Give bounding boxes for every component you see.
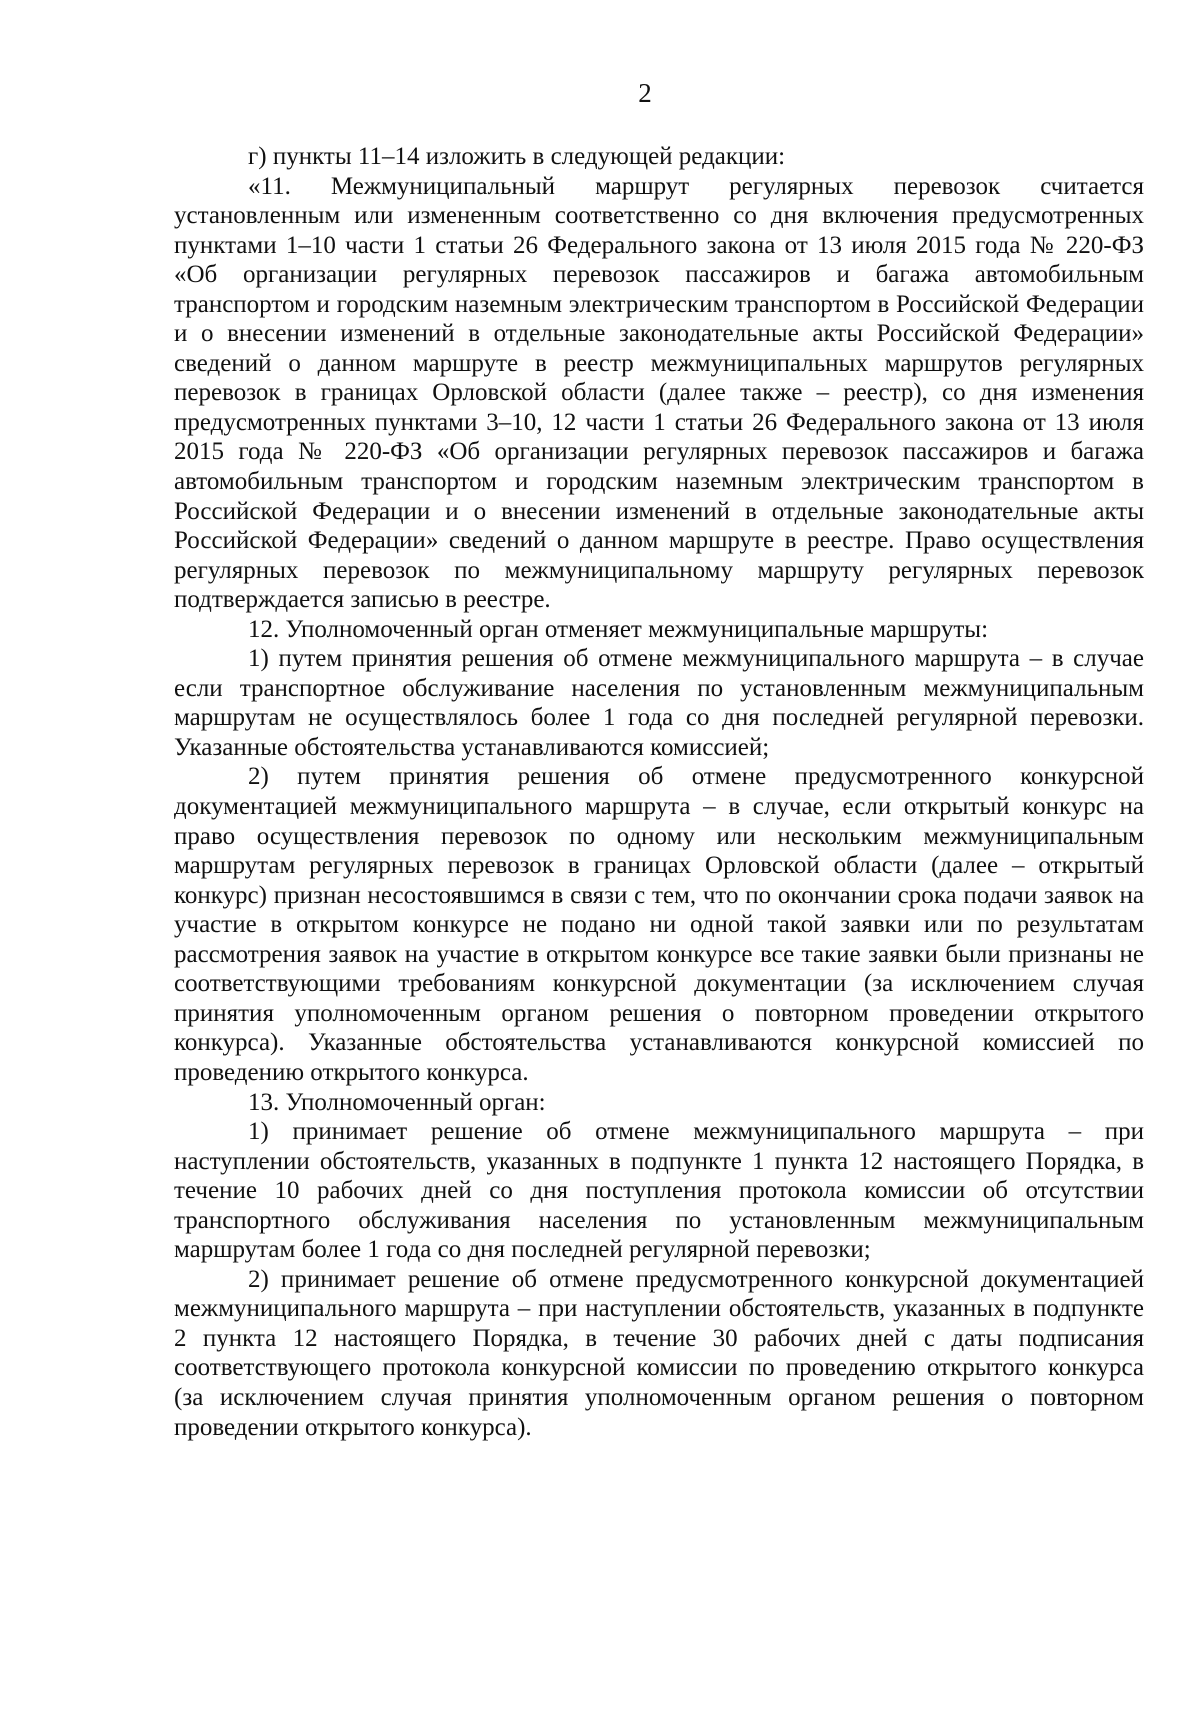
paragraph-item-13-1: 1) принимает решение об отмене межмуниципального маршрута – при наступлении обстоятельств, указанных в подпункте 1 пункта 12 настоящего Порядка, в течение 10 рабочих дней со дня поступления протокола комиссии об отсутствии транспортного обслуживания населения по установленным межмуниципальным маршрутам более 1 года со дня последней регулярной перевозки;	[174, 1118, 1144, 1264]
paragraph-item-13-2: 2) принимает решение об отмене предусмотренного конкурсной документацией межмуниципального маршрута – при наступлении обстоятельств, указанных в подпункте 2 пункта 12 настоящего Порядка, в течение 30 рабочих дней с даты подписания соответствующего протокола конкурсной комиссии по проведению открытого конкурса (за исключением случая принятия уполномоченным органом решения о повторном проведении открытого конкурса).	[174, 1265, 1144, 1441]
paragraph-item-11: «11. Межмуниципальный маршрут регулярных перевозок считается установленным или измененным соответственно со дня включения предусмотренных пунктами 1–10 части 1 статьи 26 Федерального закона от 13 июля 2015 года № 220-ФЗ «Об организации регулярных перевозок пассажиров и багажа автомобильным транспортом и городским наземным электрическим транспортом в Российской Федерации и о внесении изменений в отдельные законодательные акты Российской Федерации» сведений о данном маршруте в реестр межмуниципальных маршрутов регулярных перевозок в границах Орловской области (далее также – реестр), со дня изменения предусмотренных пунктами 3–10, 12 части 1 статьи 26 Федерального закона от 13 июля 2015 года № 220-ФЗ «Об организации регулярных перевозок пассажиров и багажа автомобильным транспортом и городским наземным электрическим транспортом в Российской Федерации и о внесении изменений в отдельные законодательные акты Российской Федерации» сведений о данном маршруте в реестре. Право осуществления регулярных перевозок по межмуниципальному маршруту регулярных перевозок подтверждается записью в реестре.	[174, 172, 1144, 614]
paragraph-item-12-2: 2) путем принятия решения об отмене предусмотренного конкурсной документацией межмуниципального маршрута – в случае, если открытый конкурс на право осуществления перевозок по одному или нескольким межмуниципальным маршрутам регулярных перевозок в границах Орловской области (далее – открытый конкурс) признан несостоявшимся в связи с тем, что по окончании срока подачи заявок на участие в открытом конкурсе не подано ни одной такой заявки или по результатам рассмотрения заявок на участие в открытом конкурсе все такие заявки были признаны не соответствующими требованиям конкурсной документации (за исключением случая принятия уполномоченным органом решения о повторном проведении открытого конкурса). Указанные обстоятельства устанавливаются конкурсной комиссией по проведению открытого конкурса.	[174, 763, 1144, 1086]
document-body	[174, 142, 1144, 1442]
paragraph-item-13: 13. Уполномоченный орган:	[248, 1088, 546, 1116]
paragraph-item-12-1: 1) путем принятия решения об отмене межмуниципального маршрута – в случае если транспортное обслуживание населения по установленным межмуниципальным маршрутам не осуществлялось более 1 года со дня последней регулярной перевозки. Указанные обстоятельства устанавливаются комиссией;	[174, 645, 1144, 761]
page-number: 2	[638, 78, 652, 108]
paragraph-item-12: 12. Уполномоченный орган отменяет межмуниципальные маршруты:	[248, 615, 989, 643]
paragraph-intro: г) пункты 11–14 изложить в следующей редакции:	[248, 143, 786, 170]
